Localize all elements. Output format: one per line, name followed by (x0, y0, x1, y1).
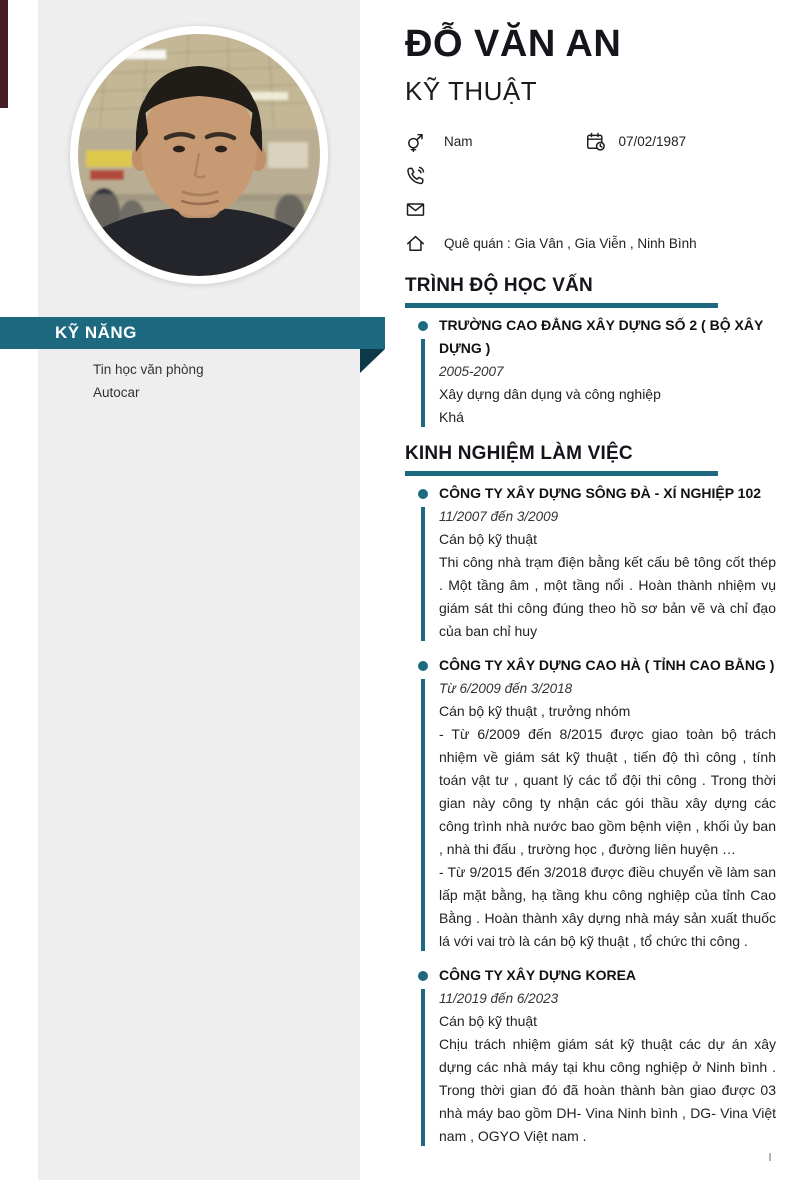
work-description: - Từ 6/2009 đến 8/2015 được giao toàn bộ trách nhiệm về giám sát kỹ thuật , tiến độ thì công , tính toán vật tư , quant lý các tổ đội thi công . Trong thời gian này công ty nhận các gói thầu xây dựng các công trình nhà nước bao gồm bệnh viện , khối ủy ban , nhà thi đấu , trường học , đường liên huyện … (439, 725, 776, 857)
calendar-icon (585, 131, 606, 152)
skill-item: Tin học văn phòng (93, 362, 204, 377)
section-underline-education (405, 303, 718, 308)
hometown-value: Quê quán : Gia Vân , Gia Viễn , Ninh Bình (444, 236, 697, 252)
section-title-education: TRÌNH ĐỘ HỌC VẤN (405, 274, 593, 296)
work-description: Thi công nhà trạm điện bằng kết cấu bê tông cốt thép . Một tầng âm , một tầng nổi . Hoàn thành nhiệm vụ giám sát thi công đúng theo hồ sơ bản vẽ và chỉ đạo của ban chỉ huy (439, 553, 776, 639)
phone-icon (405, 165, 426, 186)
skills-list (93, 358, 343, 404)
main-column (405, 0, 776, 1148)
work-description: - Từ 9/2015 đến 3/2018 được điều chuyển về làm san lấp mặt bằng, hạ tầng khu công nghiệp của tỉnh Cao Bằng . Hoàn thành xây dựng nhà máy sản xuất thuốc lá với vai trò là cán bộ kỹ thuật , tổ chức thi công . (439, 863, 776, 949)
timeline-line (421, 507, 425, 641)
bullet-icon (418, 661, 428, 671)
home-icon (405, 233, 426, 254)
gender-icon (405, 131, 426, 152)
bullet-icon (418, 489, 428, 499)
company-name: CÔNG TY XÂY DỰNG SÔNG ĐÀ - XÍ NGHIỆP 102 (439, 484, 762, 501)
contact-info (405, 125, 776, 261)
skills-title: KỸ NĂNG (55, 323, 137, 342)
job-title: KỸ THUẬT (405, 75, 538, 106)
work-period: 11/2007 đến 3/2009 (439, 508, 559, 524)
profile-photo (70, 26, 328, 284)
school-name: TRƯỜNG CAO ĐẲNG XÂY DỰNG SỐ 2 ( BỘ XÂY DỰNG ) (439, 316, 764, 356)
bullet-icon (418, 971, 428, 981)
gender-value: Nam (444, 134, 473, 150)
skill-item: Autocar (93, 385, 140, 400)
education-grade: Khá (439, 408, 464, 425)
timeline-line (421, 989, 425, 1146)
education-period: 2005-2007 (439, 363, 504, 379)
section-title-experience: KINH NGHIỆM LÀM VIỆC (405, 442, 633, 464)
profile-photo-illustration (78, 34, 320, 276)
work-role: Cán bộ kỹ thuật , trưởng nhóm (439, 702, 631, 719)
timeline-line (421, 679, 425, 951)
accent-bar (0, 0, 8, 108)
stray-mark (769, 1153, 771, 1161)
work-period: 11/2019 đến 6/2023 (439, 990, 559, 1006)
info-row-gender-dob (405, 125, 776, 159)
section-underline-experience (405, 471, 718, 476)
bullet-icon (418, 321, 428, 331)
company-name: CÔNG TY XÂY DỰNG KOREA (439, 966, 637, 983)
mail-icon (405, 199, 426, 220)
sidebar (38, 0, 360, 1180)
timeline-line (421, 339, 425, 427)
experience-entry (405, 964, 776, 1148)
info-row-phone (405, 159, 776, 193)
experience-entry (405, 654, 776, 953)
education-entry (405, 314, 776, 429)
work-period: Từ 6/2009 đến 3/2018 (439, 680, 573, 696)
company-name: CÔNG TY XÂY DỰNG CAO HÀ ( TỈNH CAO BẰNG ) (439, 656, 775, 673)
info-row-email (405, 193, 776, 227)
experience-entry (405, 482, 776, 643)
dob-value: 07/02/1987 (618, 134, 687, 150)
info-row-hometown (405, 227, 776, 261)
skills-section-band (0, 317, 385, 349)
education-major: Xây dựng dân dụng và công nghiệp (439, 385, 661, 402)
work-description: Chịu trách nhiệm giám sát kỹ thuật các dự án xây dựng các nhà máy tại khu công nghiệp ở Ninh bình . Trong thời gian đó đã hoàn thành bàn giao được 03 nhà máy bao gồm DH- Vina Ninh bình , DG- Vina Việt nam , OGYO Việt nam . (439, 1035, 776, 1144)
work-role: Cán bộ kỹ thuật (439, 1012, 538, 1029)
dob-group (585, 131, 687, 152)
work-role: Cán bộ kỹ thuật (439, 530, 538, 547)
ribbon-fold (360, 349, 385, 373)
page-title: ĐỖ VĂN AN (405, 23, 622, 65)
